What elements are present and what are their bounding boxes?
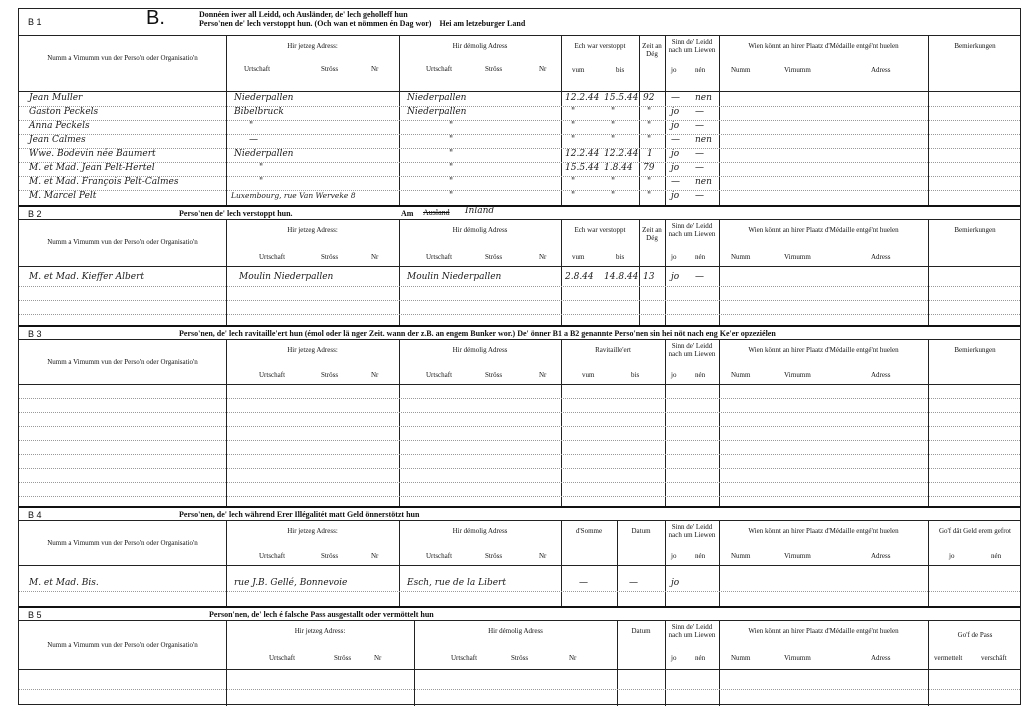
b3-col-sinn: Sinn de' Leidd nach um Liewen	[668, 342, 716, 358]
b1-sub-nr2: Nr	[539, 65, 547, 73]
b1-sub-bis: bis	[616, 66, 625, 74]
b2-sub: vum	[572, 253, 585, 261]
b2-sub: jo	[671, 253, 677, 261]
b3-col-previous: Hir démolig Adress	[452, 346, 508, 354]
b5-col-sinn: Sinn de' Leidd nach um Liewen	[668, 623, 716, 639]
b1-sub-nr: Nr	[371, 65, 379, 73]
b5-sub: Nr	[569, 654, 577, 662]
b3-col-rav: Ravitaille'ert	[595, 346, 631, 354]
b2-sub: Adress	[871, 253, 891, 261]
b3-code: B 3	[28, 329, 42, 339]
b2-code: B 2	[28, 209, 42, 219]
b4-sub: Urtschaft	[259, 552, 286, 560]
b5-sub: Ströss	[334, 654, 352, 662]
b5-sub: Adress	[871, 654, 891, 662]
b3-sub: Ströss	[485, 371, 503, 379]
b4-title-bar	[19, 506, 1020, 520]
b4-col-current: Hir jetzeg Adress:	[287, 527, 338, 535]
b3-sub: Urtschaft	[426, 371, 453, 379]
b3-title-bar	[19, 325, 1020, 339]
b2-am: Am	[401, 209, 414, 218]
b1-sub-jo: jo	[671, 66, 677, 74]
b4-title: Perso'nen, de' lech während Erer Illégalitét matt Geld önnerstötzt hun	[179, 510, 420, 519]
b4-col-somme: d'Somme	[575, 527, 603, 535]
b4-col-medal: Wien könnt an hirer Plaatz d'Médaille entgé'nt huelen	[748, 527, 899, 535]
b5-col-current: Hir jetzeg Adress:	[294, 627, 346, 635]
b1-sub-str2: Ströss	[485, 65, 503, 73]
b3-sub: Adress	[871, 371, 891, 379]
b2-col-name: Numm a Vimumm vun der Perso'n oder Organisatio'n	[47, 238, 198, 246]
b2-title: Perso'nen de' lech verstoppt hun.	[179, 209, 293, 218]
b4-sub: jo	[949, 552, 955, 560]
b3-table	[19, 339, 1020, 506]
b3-col-remarks: Bemierkungen	[954, 346, 996, 354]
b2-col-medal: Wien könnt an hirer Plaatz d'Médaille entgé'nt huelen	[748, 226, 899, 234]
b1-sub-vir: Virnumm	[784, 66, 811, 74]
b3-col-name: Numm a Vimumm vun der Perso'n oder Organisatio'n	[47, 358, 198, 366]
form-sheet	[18, 8, 1021, 705]
b4-sub: nén	[991, 552, 1002, 560]
b2-sub: bis	[616, 253, 625, 261]
b1-col-sinn: Sinn de' Leidd nach um Liewen	[668, 38, 716, 54]
b4-sub: nén	[695, 552, 706, 560]
b5-sub: Numm	[731, 654, 751, 662]
b3-sub: bis	[631, 371, 640, 379]
b4-sub: Numm	[731, 552, 751, 560]
b2-sub: Virnumm	[784, 253, 811, 261]
b1-col-previous: Hir démolig Adress	[452, 42, 508, 50]
b1-sub-str: Ströss	[321, 65, 339, 73]
b1-title-line3: Hei am letzeburger Land	[439, 19, 526, 28]
b5-table	[19, 620, 1020, 706]
b2-sub: Urtschaft	[426, 253, 453, 261]
b2-sub: Nr	[539, 253, 547, 261]
b3-sub: Nr	[539, 371, 547, 379]
b3-sub: jo	[671, 371, 677, 379]
b1-sub-numm: Numm	[731, 66, 751, 74]
b5-sub: vermettelt	[934, 654, 963, 662]
b1-sub-urt: Urtschaft	[244, 65, 271, 73]
b3-sub: Urtschaft	[259, 371, 286, 379]
b2-sub: Urtschaft	[259, 253, 286, 261]
b1-sub-vum: vum	[572, 66, 585, 74]
b2-sub: Ströss	[321, 253, 339, 261]
b4-table: Numm a Vimumm vun der Perso'n oder Organisatio'n Hir jetzeg Adress: Hir démolig Adress d'Somme Datum Sinn de' Leidd nach um Liewen Wien könnt an hirer Plaatz d'Médaille entgé'nt huelen Go'f dät Geld erem gefrot Urtschaft Ströss Nr Urtschaft Ströss Nr jo nén Numm Virnumm Adress jo nén M. et Mad. Bis. rue J.B. Gellé, Bonnevoie Esch, rue de la Libert — — jo	[19, 520, 1020, 606]
b2-col-zeit: Zeit an Dég	[642, 226, 662, 242]
b4-sub: Virnumm	[784, 552, 811, 560]
sheet-letter: B.	[146, 7, 165, 29]
b2-col-previous: Hir démolig Adress	[452, 226, 508, 234]
b1-sub-adr: Adress	[871, 66, 891, 74]
b5-title: Person'nen, de' lech é falsche Pass ausgestallt oder vermöttelt hun	[209, 610, 434, 619]
b4-col-sinn: Sinn de' Leidd nach um Liewen	[668, 523, 716, 539]
b5-sub: Ströss	[511, 654, 529, 662]
b5-sub: verschäft	[981, 654, 1007, 662]
b3-col-medal: Wien könnt an hirer Plaatz d'Médaille entgé'nt huelen	[748, 346, 899, 354]
b5-col-name: Numm a Vimumm vun der Perso'n oder Organisatio'n	[47, 641, 198, 649]
b5-sub: nén	[695, 654, 706, 662]
b1-col-medal: Wien könnt an hirer Plaatz d'Médaille entgé'nt huelen	[748, 42, 899, 50]
b2-title-bar	[19, 205, 1020, 219]
b4-sub: Ströss	[321, 552, 339, 560]
b2-col-hid: Ech war verstoppt	[574, 226, 626, 234]
b2-word: Inland	[465, 206, 495, 216]
b3-sub: Virnumm	[784, 371, 811, 379]
b1-sub-nen: nén	[695, 66, 706, 74]
b4-col-gof: Go'f dät Geld erem gefrot	[938, 527, 1011, 535]
b1-title-bar	[19, 9, 1020, 35]
b1-col-hid: Ech war verstoppt	[574, 42, 626, 50]
b1-col-current: Hir jetzeg Adress:	[287, 42, 338, 50]
b3-sub: Nr	[371, 371, 379, 379]
b3-sub: vum	[582, 371, 595, 379]
b1-table: Numm a Vimumm vun der Perso'n oder Organisatio'n Hir jetzeg Adress: Hir démolig Adress Ech war verstoppt Zeit an Dég Sinn de' Leidd nach um Liewen Wien könnt an hirer Plaatz d'Médaille entgé'nt huelen Bemierkungen Urtschaft Ströss Nr Urtschaft Ströss Nr vum bis jo nén Numm Virnumm Adress Jean Muller Niederpallen Niederpallen 12.2.44 15.5.44 92 — nen Gaston Peckels Bibelbruck Niederpallen " " " jo — Anna Peckels " " " " " jo — Jean Calmes — " " " " — nen Wwe. Bodevin née Baumert Niederpallen " 12.2.44 12.2.44 1 jo — M. et Mad. Jean Pelt-Hertel " " 15.5.44 1.8.44 79 jo — M. et Mad. François Pelt-Calmes " " " " " — nen M. Marcel Pelt Luxembourg, rue Van Werveke 8 " " " " jo —	[19, 35, 1020, 205]
b4-col-datum: Datum	[631, 527, 651, 535]
b5-col-gof: Go'f de Pass	[957, 631, 993, 639]
b1-sub-urt2: Urtschaft	[426, 65, 453, 73]
b2-col-current: Hir jetzeg Adress:	[287, 226, 338, 234]
b4-sub: Ströss	[485, 552, 503, 560]
b4-col-previous: Hir démolig Adress	[452, 527, 508, 535]
b2-sub: nén	[695, 253, 706, 261]
b3-title: Perso'nen, de' lech ravitaille'ert hun (émol oder lä nger Zeit. wann der z.B. an engem Bunker wor.) De' önner B1 a B2 genannte Perso'nen sin hei nöt nach eng Ke'er opzeziélen	[179, 329, 776, 338]
b3-sub: Numm	[731, 371, 751, 379]
b2-col-sinn: Sinn de' Leidd nach um Liewen	[668, 222, 716, 238]
b3-sub: Ströss	[321, 371, 339, 379]
b4-code: B 4	[28, 510, 42, 520]
b1-title-line2: Perso'nen de' lech verstoppt hun. (Och wan et nömmen én Dag wor)	[199, 19, 432, 28]
b1-col-remarks: Bemierkungen	[954, 42, 996, 50]
b5-sub: Urtschaft	[451, 654, 478, 662]
b5-sub: jo	[671, 654, 677, 662]
b4-sub: jo	[671, 552, 677, 560]
b3-sub: nén	[695, 371, 706, 379]
b1-code: B 1	[28, 17, 42, 27]
b5-col-datum: Datum	[631, 627, 651, 635]
b2-struck: Ausland	[423, 208, 450, 217]
b2-sub: Nr	[371, 253, 379, 261]
b5-sub: Urtschaft	[269, 654, 296, 662]
b2-sub: Numm	[731, 253, 751, 261]
b4-sub: Adress	[871, 552, 891, 560]
b4-sub: Urtschaft	[426, 552, 453, 560]
b2-col-remarks: Bemierkungen	[954, 226, 996, 234]
b1-title-line1: Donnéen iwer all Leidd, och Ausländer, de' lech geholleff hun	[199, 10, 408, 19]
b5-title-bar	[19, 606, 1020, 620]
b5-col-previous: Hir démolig Adress	[488, 627, 543, 635]
b2-table: Numm a Vimumm vun der Perso'n oder Organisatio'n Hir jetzeg Adress: Hir démolig Adress Ech war verstoppt Zeit an Dég Sinn de' Leidd nach um Liewen Wien könnt an hirer Plaatz d'Médaille entgé'nt huelen Bemierkungen Urtschaft Ströss Nr Urtschaft Ströss Nr vum bis jo nén Numm Virnumm Adress M. et Mad. Kieffer Albert Moulin Niederpallen Moulin Niederpallen 2.8.44 14.8.44 13 jo —	[19, 219, 1020, 325]
b3-col-current: Hir jetzeg Adress:	[287, 346, 338, 354]
b5-col-medal: Wien könnt an hirer Plaatz d'Médaille entgé'nt huelen	[748, 627, 899, 635]
b1-col-zeit: Zeit an Dég	[642, 42, 662, 58]
b2-sub: Ströss	[485, 253, 503, 261]
b5-code: B 5	[28, 610, 42, 620]
b5-sub: Virnumm	[784, 654, 811, 662]
b1-col-name: Numm a Vimumm vun der Perso'n oder Organisatio'n	[47, 54, 198, 62]
b4-sub: Nr	[539, 552, 547, 560]
b4-col-name: Numm a Vimumm vun der Perso'n oder Organisatio'n	[47, 539, 198, 547]
b4-sub: Nr	[371, 552, 379, 560]
b5-sub: Nr	[374, 654, 382, 662]
